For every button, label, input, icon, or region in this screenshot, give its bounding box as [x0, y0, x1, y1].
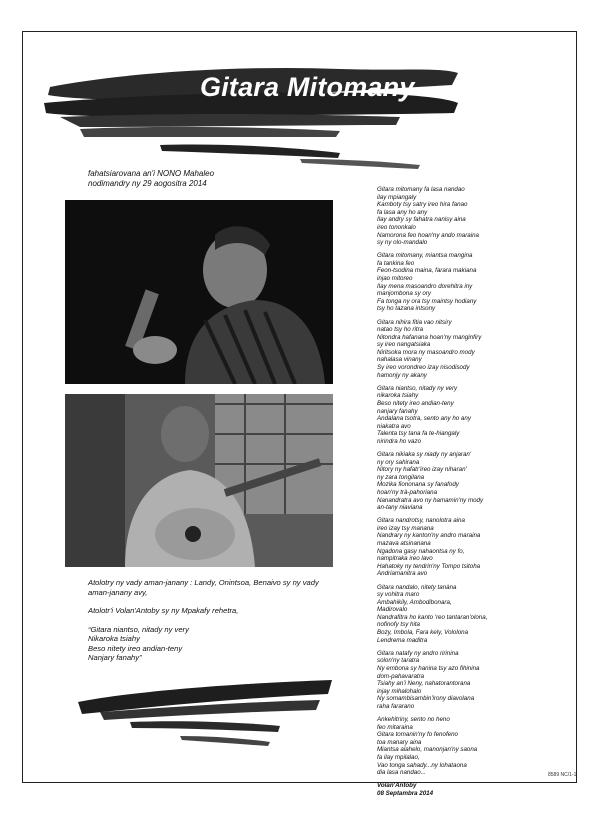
poem-line: Nitondra hafanana hoan'ny manginfiry: [377, 333, 482, 341]
poem-stanza: [377, 451, 527, 512]
poem-stanza: [377, 252, 527, 313]
meta-line-2: nodimandry ny 29 aogositra 2014: [88, 179, 207, 188]
poem-line: Feon-tsodina maina, farara makiana: [377, 267, 477, 275]
poem-stanza: [377, 517, 527, 578]
poem-line: injao mitoreo: [377, 275, 413, 283]
brush-footer: [70, 672, 335, 752]
poem-line: mazava atsinanana: [377, 540, 431, 548]
poem-line: fa tankina feo: [377, 259, 415, 267]
poem-line: Fa tonga ny ora tsy maintsy hodiany: [377, 297, 477, 305]
poem-line: Ilay mena masoandro dorehitra iny: [377, 282, 473, 290]
poem-line: Hahatoky ny tendrin'ny Tompo tsitoha: [377, 562, 481, 570]
quote-line: Nikaroka tsiahy: [88, 634, 140, 643]
poem-line: natao tsy ho ritra: [377, 326, 424, 334]
print-code: 8589 NC/1-1: [548, 772, 577, 778]
poem-line: sy ny olo-mandalo: [377, 239, 428, 247]
photo-guitarist-smiling: [65, 394, 333, 567]
poem-line: Bozy, Imbola, Fara kely, Vololona: [377, 629, 469, 637]
poem-line: Gitara mitomany, miantsa mangina: [377, 252, 473, 260]
poem-line: ny ory sahirana: [377, 458, 420, 466]
signature-line: 08 Septambra 2014: [377, 789, 434, 797]
meta-line-1: fahatsiarovana an'i NONO Mahaleo: [88, 169, 215, 178]
dedication-meta: [88, 169, 214, 189]
poem-line: Namorona feo hoan'ny ando maraina: [377, 231, 479, 239]
poem-line: Miantsa alahelo, manonjan'ny saona: [377, 746, 478, 754]
poem-line: Niritsoka mora ny masoandro mody: [377, 348, 475, 356]
poem-line: Gitara tomanin'ny fo fenofeno: [377, 731, 458, 739]
poem-line: Ny somambisambin'irony diavolana: [377, 695, 475, 703]
poem-line: hamonjy ny akany: [377, 371, 427, 379]
poem-line: Talenta tsy tana fa te-hiangaly: [377, 430, 460, 438]
poem-line: Sy ireo vorondreo izay nisodisody: [377, 364, 470, 372]
poem-line: Mozika fiononana sy fanafody: [377, 481, 459, 489]
poem-line: Tsiahy an'i Neny, nahatorantorana: [377, 680, 471, 688]
poem-line: ireo tononkalo: [377, 223, 416, 231]
poem-line: Gitara nandalo, nitety tanàna: [377, 583, 457, 591]
quote-line: Nanjary fanahy”: [88, 653, 142, 662]
poem-line: manjombona sy ory: [377, 290, 431, 298]
poem-line: ireo izay tsy manana: [377, 524, 434, 532]
poem-line: Ambahikily, Ambodibonara,: [377, 598, 452, 606]
poem-line: solon'ny taratra: [377, 657, 420, 665]
poem-line: Ankehitriny, sento no heno: [377, 716, 450, 723]
poem-line: Nitory ny hafatr'ireo izay niharan': [377, 466, 467, 474]
poem-stanza: [377, 319, 527, 380]
poem-line: niakatra avo: [377, 422, 411, 430]
poem-line: tsy ho tazana intsony: [377, 305, 436, 313]
poem-line: Andriamanitra avo: [377, 570, 428, 578]
signature-line: Volan'Antoby: [377, 782, 417, 790]
poem-line: nanjary fanahy: [377, 407, 418, 415]
poem-line: Nandrafitra ho kanto 'reo tantaran'olona,: [377, 613, 488, 621]
poem-line: fa lasa any ho any: [377, 208, 428, 216]
poem-stanza: [377, 716, 527, 777]
poem-line: Gitara niantso, nitady ny very: [377, 384, 458, 392]
photo-guitarist-dark: [65, 200, 333, 384]
poem-line: toa manary aina: [377, 738, 422, 746]
quote-line: “Gitara niantso, nitady ny very: [88, 624, 189, 634]
poem-line: Gitara nikiaka sy niady ny anjaran': [377, 451, 472, 458]
poem-line: Gitara nihira fitia vao nitsiry: [377, 318, 452, 326]
poem-line: Gitara nandrotsy, nanolotra aina: [377, 517, 465, 525]
poem-line: an-tany niaviana: [377, 504, 423, 512]
poem-line: Kamboty tsy satry ireo hira fanao: [377, 201, 468, 209]
poem-line: dom-pahavaratra: [377, 672, 425, 680]
poem-stanza: [377, 584, 527, 645]
poem-line: nofinofy tsy hita: [377, 621, 420, 629]
poem: [377, 186, 527, 797]
photo-caption: [88, 578, 336, 672]
caption-para-2: Atolotr'i Volan'Antoby sy ny Mpakafy rehetra,: [88, 606, 239, 615]
caption-quote: [88, 625, 336, 663]
poem-line: Andalana tsotra, sento any ho any: [377, 415, 471, 423]
poem-line: fa ilay mpilalao,: [377, 753, 420, 761]
poem-stanza: [377, 650, 527, 711]
poem-line: Gitara natafy ny andro ririnina: [377, 649, 459, 657]
page-title: Gitara Mitomany: [200, 72, 415, 102]
poem-line: Madirovalo: [377, 606, 408, 614]
poem-line: Nandrary ny kanton'ny andro maraina: [377, 532, 481, 540]
poem-line: dia lasa nandao...: [377, 769, 426, 777]
poem-line: injay mihalohalo: [377, 687, 422, 695]
caption-para-1: Atolotry ny vady aman-janany : Landy, Onintsoa, Benaivo sy ny vady aman-janany avy,: [88, 578, 319, 597]
poem-line: nirindra ho vazo: [377, 437, 422, 445]
poem-line: Beso nitety ireo andian-teny: [377, 399, 454, 407]
poem-stanza: [377, 385, 527, 446]
quote-line: Beso nitety ireo andian-teny: [88, 643, 183, 653]
poem-line: nikaroka tsiahy: [377, 392, 419, 400]
poem-line: Ngadona gasy nahaontsa ny fo,: [377, 547, 465, 555]
poem-line: nampitraka ireo lavo: [377, 555, 433, 563]
poem-line: Lendrema maditra: [377, 636, 428, 644]
poem-line: nahalasa vinany: [377, 356, 422, 364]
poem-line: feo mitaraina: [377, 723, 413, 731]
poem-line: Nanandratra avo ny hamamin'ny mody: [377, 496, 484, 504]
poem-line: hoan'ny trà-pahoriana: [377, 488, 438, 496]
poem-line: sy vohitra maro: [377, 591, 420, 599]
poem-line: sy ireo nangatsiaka: [377, 341, 431, 349]
poem-line: Ilay andry sy fahatra nanisy aina: [377, 216, 466, 224]
poem-line: Ny embona sy hanina tsy azo fihinina: [377, 664, 480, 672]
poem-stanza: [377, 186, 527, 247]
poem-line: raha fararano: [377, 702, 415, 710]
poem-line: ilay mpiangaly: [377, 193, 417, 201]
poem-line: Vao tonga sahady...ny lohataona: [377, 761, 467, 769]
poem-signature: [377, 782, 527, 797]
poem-line: Gitara mitomany fa lasa nandao: [377, 186, 465, 193]
poem-line: ny zara tongilana: [377, 473, 425, 481]
